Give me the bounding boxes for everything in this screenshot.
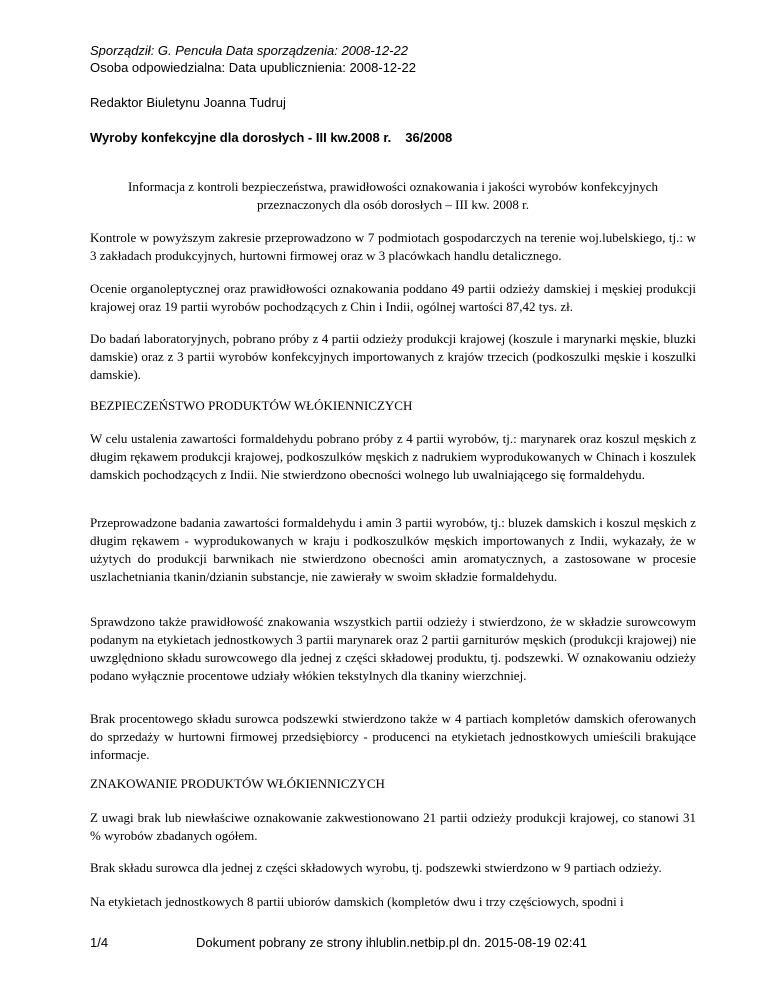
paragraph-5: Przeprowadzone badania zawartości formaldehydu i amin 3 partii wyrobów, tj.: bluzek damskich i koszul męskich z długim rękawem - wyprodukowanych w kraju i podkoszulków męskich importowanych z Indii, wykazały, że w użytych do produkcji barwnikach nie stwierdzono obecności amin aromatycznych, a zastosowane w procesie uszlachetniania tkanin/dzianin substancje, nie zawierały w swoim składzie formaldehydu. [90, 515, 696, 584]
section-heading-safety: BEZPIECZEŃSTWO PRODUKTÓW WŁÓKIENNICZYCH [90, 398, 413, 413]
paragraph-10: Na etykietach jednostkowych 8 partii ubiorów damskich (kompletów dwu i trzy częściowych, spodni i [90, 894, 624, 909]
paragraph-8: Z uwagi brak lub niewłaściwe oznakowanie zakwestionowano 21 partii odzieży produkcji krajowej, co stanowi 31 % wyrobów zbadanych ogółem. [90, 810, 696, 843]
paragraph-3: Do badań laboratoryjnych, pobrano próby z 4 partii odzieży produkcji krajowej (koszule i marynarki męskie, bluzki damskie) oraz z 3 partii wyrobów konfekcyjnych importowanych z krajów trzecich (podkoszulki męskie i koszulki damskie). [90, 331, 696, 382]
page-number: 1/4 [90, 935, 109, 950]
paragraph-7: Brak procentowego składu surowca podszewki stwierdzono także w 4 partiach kompletów damskich oferowanych do sprzedaży w hurtowni firmowej przedsiębiorcy - producenci na etykietach jednostkowych umieścili brakujące informacje. [90, 711, 696, 762]
paragraph-4: W celu ustalenia zawartości formaldehydu pobrano próby z 4 partii wyrobów, tj.: marynarek oraz koszul męskich z długim rękawem produkcji krajowej, podkoszulków męskich z nadrukiem wyprodukowanych w Chinach i koszulek damskich pochodzących z Indii. Nie stwierdzono obecności wolnego lub uwalniającego się formaldehydu. [90, 431, 696, 482]
document-number: 36/2008 [405, 130, 453, 145]
editor-line: Redaktor Biuletynu Joanna Tudruj [90, 95, 286, 110]
document-title [90, 129, 452, 146]
author-line: Sporządził: G. Pencuła Data sporządzenia: 2008-12-22 [90, 43, 408, 58]
paragraph-2: Ocenie organoleptycznej oraz prawidłowości oznakowania poddano 49 partii odzieży damskiej i męskiej produkcji krajowej oraz 19 partii wyrobów pochodzących z Chin i Indii, ogólnej wartości 87,42 tys. zł. [90, 281, 696, 314]
section-heading-labeling: ZNAKOWANIE PRODUKTÓW WŁÓKIENNICZYCH [90, 776, 385, 791]
title-text: Wyroby konfekcyjne dla dorosłych - III kw.2008 r. [90, 130, 392, 145]
paragraph-9: Brak składu surowca dla jednej z części składowych wyrobu, tj. podszewki stwierdzono w 9 partiach odzieży. [90, 860, 662, 875]
paragraph-6: Sprawdzono także prawidłowość znakowania wszystkich partii odzieży i stwierdzono, że w składzie surowcowym podanym na etykietach jednostkowych 3 partii marynarek oraz 2 partii garniturów męskich (produkcji krajowej) nie uwzględniono składu surowcowego dla jednej z części składowej produktu, tj. podszewki. W oznakowaniu odzieży podano wyłącznie procentowe udziały włókien tekstylnych dla tkaniny wierzchniej. [90, 614, 696, 683]
paragraph-1: Kontrole w powyższym zakresie przeprowadzono w 7 podmiotach gospodarczych na terenie woj.lubelskiego, tj.: w 3 zakładach produkcyjnych, hurtowni firmowej oraz w 3 placówkach handlu detalicznego. [90, 230, 696, 263]
intro-heading: Informacja z kontroli bezpieczeństwa, prawidłowości oznakowania i jakości wyrobów konfekcyjnych przeznaczonych dla osób dorosłych – III kw. 2008 r. [128, 179, 658, 212]
download-note: Dokument pobrany ze strony ihlublin.netbip.pl dn. 2015-08-19 02:41 [196, 935, 587, 950]
publication-line: Osoba odpowiedzialna: Data upublicznienia: 2008-12-22 [90, 60, 416, 75]
